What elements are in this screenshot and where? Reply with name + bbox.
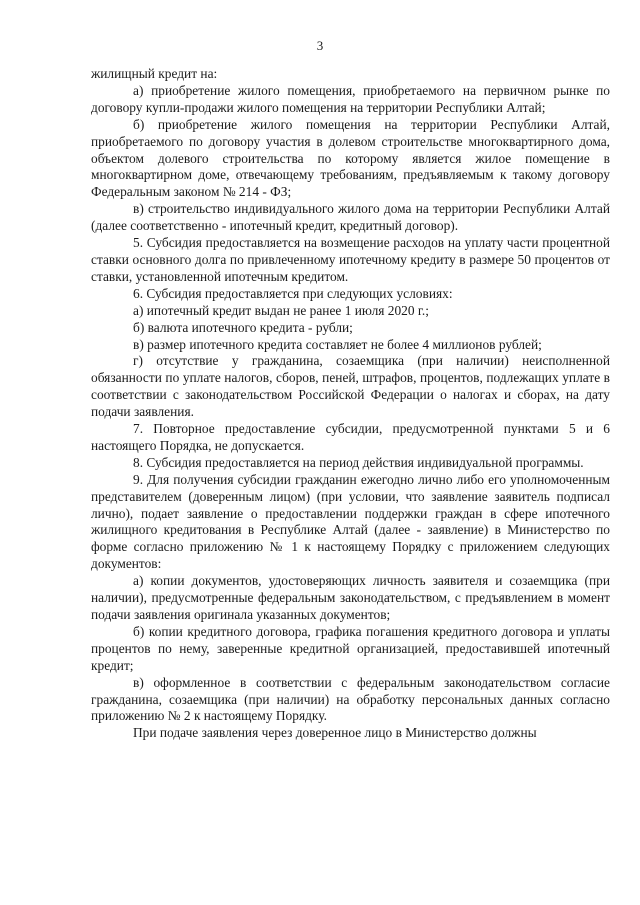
paragraph-clause-8: 8. Субсидия предоставляется на период действия индивидуальной программы. <box>133 454 584 470</box>
paragraph-item-a: а) приобретение жилого помещения, приобретаемого на первичном рынке по договору купли-продажи жилого помещения на территории Республики Алтай; <box>91 82 610 115</box>
paragraph-condition-b: б) валюта ипотечного кредита - рубли; <box>133 319 353 335</box>
page-number: 3 <box>316 38 324 53</box>
paragraph-trailing: При подаче заявления через доверенное лицо в Министерство должны <box>133 725 537 741</box>
paragraph-item-b: б) приобретение жилого помещения на территории Республики Алтай, приобретаемого по договору участия в долевом строительстве многоквартирного дома, объектом долевого строительства по которому является жилое помещение в многоквартирном доме, отвечающему требованиям, предъявляемым к такому договору Федеральным законом № 214 - ФЗ; <box>91 116 610 200</box>
paragraph-clause-9: 9. Для получения субсидии гражданин ежегодно лично либо его уполномоченным представителем (доверенным лицом) (при условии, что заявление заявитель подписал лично), подает заявление о предоставлении поддержки граждан в сфере ипотечного жилищного кредитования в Республике Алтай (далее - заявление) в Министерство по форме согласно приложению № 1 к настоящему Порядку с приложением следующих документов: <box>91 471 610 572</box>
paragraph-clause-6: 6. Субсидия предоставляется при следующих условиях: <box>133 285 453 301</box>
paragraph-clause-7: 7. Повторное предоставление субсидии, предусмотренной пунктами 5 и 6 настоящего Порядка, не допускается. <box>91 421 610 453</box>
paragraph-condition-g: г) отсутствие у гражданина, созаемщика (при наличии) неисполненной обязанности по уплате налогов, сборов, пеней, штрафов, процентов, подлежащих уплате в соответствии с законодательством Российской Федерации о налогах и сборах, на дату подачи заявления. <box>91 353 610 420</box>
document-body <box>91 66 610 742</box>
paragraph-item-v: в) строительство индивидуального жилого дома на территории Республики Алтай (далее соответственно - ипотечный кредит, кредитный договор). <box>91 201 610 234</box>
paragraph-condition-v: в) размер ипотечного кредита составляет не более 4 миллионов рублей; <box>133 336 542 352</box>
paragraph-document-v: в) оформленное в соответствии с федеральным законодательством согласие гражданина, созаемщика (при наличии) на обработку персональных данных согласно приложению № 2 к настоящему Порядку. <box>91 674 610 724</box>
paragraph-condition-a: а) ипотечный кредит выдан не ранее 1 июля 2020 г.; <box>133 302 429 318</box>
paragraph-clause-5: 5. Субсидия предоставляется на возмещение расходов на уплату части процентной ставки основного долга по привлеченному ипотечному кредиту в размере 50 процентов от ставки, установленной ипотечным кредитом. <box>91 235 610 284</box>
paragraph-intro: жилищный кредит на: <box>91 66 218 81</box>
paragraph-document-a: а) копии документов, удостоверяющих личность заявителя и созаемщика (при наличии), предусмотренные федеральным законодательством, с предъявлением в момент подачи заявления оригинала указанных документов; <box>91 573 610 622</box>
paragraph-document-b: б) копии кредитного договора, графика погашения кредитного договора и уплаты процентов по нему, заверенные кредитной организацией, предоставившей ипотечный кредит; <box>91 623 610 673</box>
